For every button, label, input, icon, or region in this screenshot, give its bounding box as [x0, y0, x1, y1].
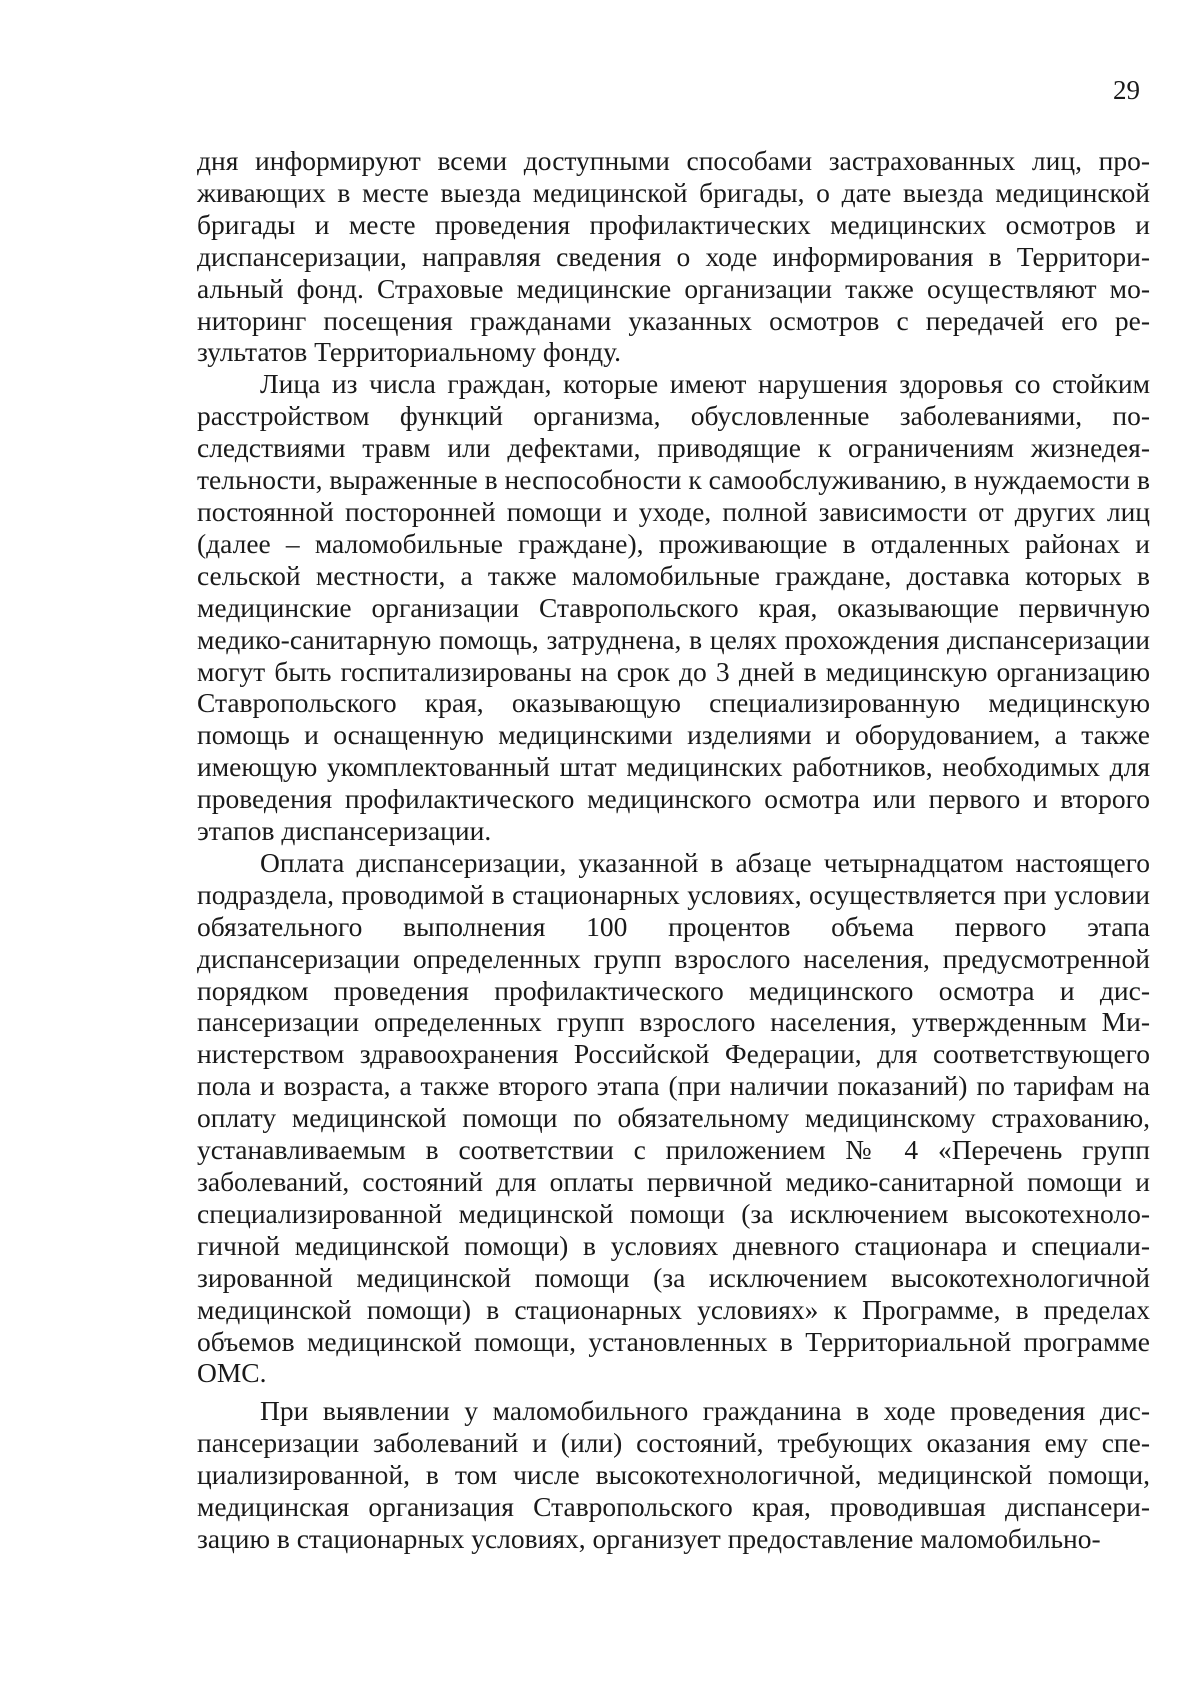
paragraph-low-mobility-citizens: Лица из числа граждан, которые имеют нарушения здоровья со стойким расстройством функций организма, обусловленные заболеваниями, последствиями травм или дефектами, приводящие к ограничениям жизнедеятельности, выраженные в неспособности к самообслуживанию, в нуждаемости в постоянной посторонней помощи и уходе, полной зависимости от других лиц (далее – маломобильные граждане), проживающие в отдаленных районах и сельской местности, а также маломобильные граждане, доставка которых в медицинские организации Ставропольского края, оказывающие первичную медико-санитарную помощь, затруднена, в целях прохождения диспансеризации могут быть госпитализированы на срок до 3 дней в медицинскую организацию Ставропольского края, оказывающую специализированную медицинскую помощь и оснащенную медицинскими изделиями и оборудованием, а также имеющую укомплектованный штат медицинских работников, необходимых для проведения профилактического медицинского осмотра или первого и второго этапов диспансеризации.: [197, 368, 1150, 847]
document-body: [197, 145, 1150, 1555]
page-number: 29: [1113, 75, 1140, 105]
paragraph-dispensary-payment: Оплата диспансеризации, указанной в абзаце четырнадцатом настоящего подраздела, проводимой в стационарных условиях, осуществляется при условии обязательного выполнения 100 процентов объема первого этапа диспансеризации определенных групп взрослого населения, предусмотренной порядком проведения профилактического медицинского осмотра и диспансеризации определенных групп взрослого населения, утвержденным Министерством здравоохранения Российской Федерации, для соответствующего пола и возраста, а также второго этапа (при наличии показаний) по тарифам на оплату медицинской помощи по обязательному медицинскому страхованию, устанавливаемым в соответствии с приложением № 4 «Перечень групп заболеваний, состояний для оплаты первичной медико-санитарной помощи и специализированной медицинской помощи (за исключением высокотехнологичной медицинской помощи) в условиях дневного стационара и специализированной медицинской помощи (за исключением высокотехнологичной медицинской помощи) в стационарных условиях» к Программе, в пределах объемов медицинской помощи, установленных в Территориальной программе ОМС.: [197, 846, 1150, 1389]
paragraph-informing-insured: дня информируют всеми доступными способами застрахованных лиц, проживающих в месте выезда медицинской бригады, о дате выезда медицинской бригады и месте проведения профилактических медицинских осмотров и диспансеризации, направляя сведения о ходе информирования в Территориальный фонд. Страховые медицинские организации также осуществляют мониторинг посещения гражданами указанных осмотров с передачей его результатов Территориальному фонду.: [197, 145, 1150, 368]
paragraph-detection-of-diseases: При выявлении у маломобильного гражданина в ходе проведения диспансеризации заболеваний и (или) состояний, требующих оказания ему специализированной, в том числе высокотехнологичной, медицинской помощи, медицинская организация Ставропольского края, проводившая диспансеризацию в стационарных условиях, организует предоставление маломобильно-: [197, 1395, 1150, 1554]
